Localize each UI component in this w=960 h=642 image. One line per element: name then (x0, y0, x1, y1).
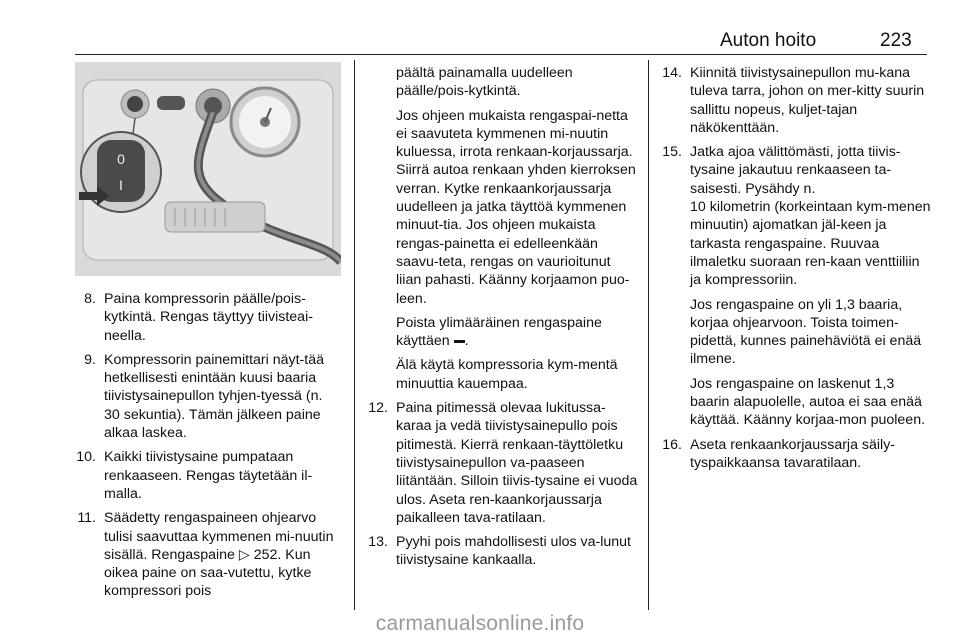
item-text: Kaikki tiivistysaine pumpataan renkaaseen. Rengas täytetään il-malla. (104, 449, 313, 502)
item-number: 10. (76, 449, 96, 466)
column-3 (652, 64, 932, 478)
list-item (66, 351, 342, 442)
item-text: Paina pitimessä olevaa lukitussa-karaa ja vedä tiivistysainepullo pois pitimestä. Kierrä renkaan-täyttöletku tiivistysainepullon va-paaseen liitäntään. Silloin tiivis-tysaine ei vuoda ulos. Aseta ren-kaankorjaussarja paikalleen tava-ratilaan. (396, 400, 638, 526)
section-title: Auton hoito (720, 30, 817, 51)
switch-on-label: I (119, 177, 123, 193)
column-2 (358, 64, 638, 576)
switch-off-label: 0 (117, 151, 125, 167)
column-divider (354, 60, 355, 610)
item-number: 13. (368, 534, 388, 551)
minus-symbol-icon (454, 340, 465, 343)
list-item (66, 509, 342, 600)
item-number: 8. (84, 291, 96, 307)
list-item (358, 533, 638, 570)
paragraph: Poista ylimääräinen rengaspaine käyttäen . (396, 314, 602, 350)
item-text-tail: . Kun oikea paine on saa-vutettu, kytke kompressori pois (104, 546, 312, 600)
item-number: 11. (77, 510, 96, 527)
column-1 (66, 290, 342, 607)
paragraph: Älä käytä kompressoria kym-mentä minuuttia kauempaa. (396, 357, 618, 392)
list-item (358, 399, 638, 527)
item-number: 14. (662, 65, 682, 81)
paragraph: Jos rengaspaine on yli 1,3 baaria, korjaa ohjearvoon. Toista toimen-pidettä, kunnes painehäviötä ei enää ilmene. (690, 296, 922, 368)
paragraph: 10 kilometrin (korkeintaan kym-menen minuutin) ajomatkan jäl-keen ja tarkasta rengaspaine. Ruuvaa ilmaletku suoraan ren-kaan venttiiliin ja kompressoriin. (690, 199, 931, 289)
list-item (652, 436, 932, 473)
item-text: Säädetty rengaspaineen ohjearvo tulisi saavuttaa kymmenen mi-nuutin sisällä. Rengaspaine (104, 510, 334, 563)
item-text: Kompressorin painemittari näyt-tää hetkellisesti enintään kuusi baaria tiivistysainepullon tyhjen-tyessä (n. 30 sekuntia). Tämän jälkeen paine alkaa laskea. (104, 351, 325, 442)
paragraph: Jos ohjeen mukaista rengaspai-netta ei saavuteta kymmenen mi-nuutin kuluessa, irrota renkaan-korjaussarja. Siirrä autoa renkaan yhden kierroksen verran. Kytke renkaankorjaussarja uudelleen ja jatka täyttöä kymmenen minuut-tia. Jos ohjeen mukaista rengas-painetta ei edelleenkään saavu-teta, rengas on vaurioitunut liian pahasti. Käänny korjaamon puo-leen. (396, 107, 636, 307)
item-number: 9. (84, 351, 96, 368)
page-number: 223 (880, 30, 912, 51)
page-reference-icon: ▷ (238, 546, 250, 563)
item-text: Jatka ajoa välittömästi, jotta tiivis-tysaine jakautuu renkaaseen ta-saisesti. Pysähdy n. (690, 144, 901, 197)
page-reference-link[interactable]: 252 (253, 546, 278, 563)
continued-text: päältä painamalla uudelleen päälle/pois-kytkintä. (396, 65, 573, 100)
list-item (652, 64, 932, 137)
item-text: Paina kompressorin päälle/pois-kytkintä. Rengas täyttyy tiivisteai-neella. (104, 291, 313, 344)
paragraph: Jos rengaspaine on laskenut 1,3 baarin alapuolelle, autoa ei saa enää käyttää. Käänny korjaa-mon puoleen. (690, 375, 926, 429)
header-divider (75, 54, 927, 55)
paragraph-text: Poista ylimääräinen rengaspaine käyttäen (396, 314, 602, 350)
compressor-illustration (75, 62, 341, 276)
column-divider (648, 60, 649, 610)
item-text: Kiinnitä tiivistysainepullon mu-kana tuleva tarra, johon on mer-kitty suurin sallittu nopeus, kuljet-tajan näkökenttään. (690, 65, 925, 136)
item-text: Pyyhi pois mahdollisesti ulos va-lunut tiivistysaine kankaalla. (396, 534, 631, 569)
item-number: 16. (662, 436, 682, 453)
list-item (66, 290, 342, 345)
item-number: 12. (368, 400, 388, 417)
list-item (66, 448, 342, 503)
item-number: 15. (662, 144, 682, 161)
list-item (652, 143, 932, 198)
item-text: Aseta renkaankorjaussarja säily-tyspaikkaansa tavaratilaan. (690, 436, 896, 471)
watermark: carmanualsonline.info (375, 612, 585, 635)
